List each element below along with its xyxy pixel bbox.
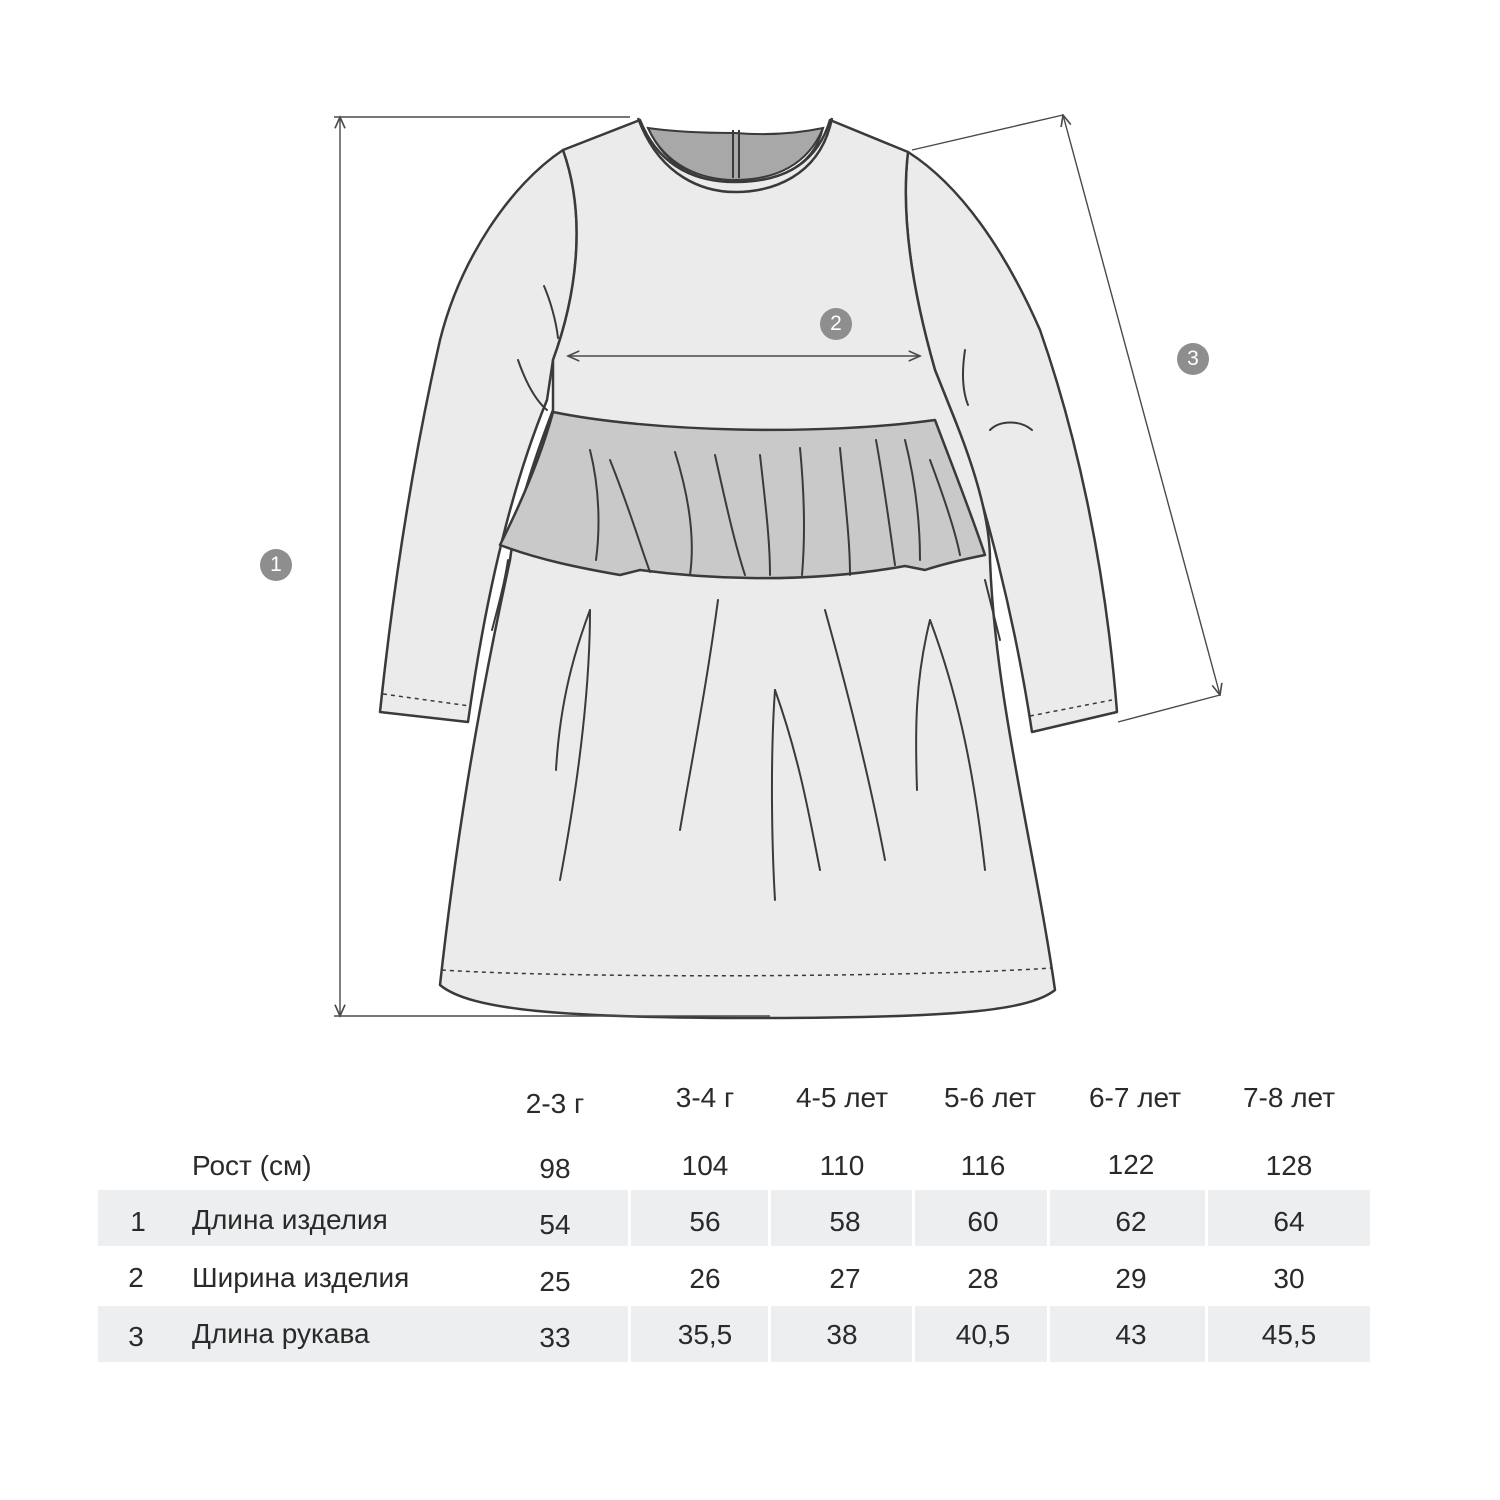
table-cell: 45,5 [1261,1319,1317,1350]
marker-2: 2 [820,308,852,340]
table-cell: 28 [967,1263,999,1294]
col-header: 6-7 лет [1088,1082,1182,1113]
col-header: 7-8 лет [1242,1082,1336,1113]
ruffle [500,412,985,578]
row-number: 3 [128,1321,144,1352]
row-label: Длина изделия [192,1204,388,1235]
table-cell: 60 [967,1206,999,1237]
height-value: 110 [819,1150,865,1181]
table-cell: 58 [829,1206,861,1237]
table-cell: 56 [689,1206,721,1237]
sleeve-ext-top [912,115,1063,150]
row-number: 2 [128,1262,144,1293]
table-cell: 38 [826,1319,858,1350]
table-cell: 30 [1273,1263,1305,1294]
marker-3: 3 [1177,343,1209,375]
table-cell: 29 [1115,1263,1147,1294]
row-label: Длина рукава [192,1318,370,1349]
height-value: 98 [539,1153,571,1184]
sleeve-ext-bottom [1118,695,1220,722]
col-header: 4-5 лет [795,1082,889,1113]
table-cell: 27 [829,1263,861,1294]
table-cell: 40,5 [955,1319,1011,1350]
col-header: 3-4 г [675,1082,735,1113]
table-cell: 62 [1115,1206,1147,1237]
table-cell: 33 [539,1322,571,1353]
table-cell: 54 [539,1209,571,1240]
table-cell: 64 [1273,1206,1305,1237]
col-header: 5-6 лет [943,1082,1037,1113]
table-cell: 35,5 [677,1319,733,1350]
height-value: 128 [1265,1150,1313,1181]
height-value: 116 [960,1150,1006,1181]
height-value: 104 [681,1150,729,1181]
row-number: 1 [130,1206,146,1237]
table-cell: 43 [1115,1319,1147,1350]
col-header: 2-3 г [525,1088,585,1119]
height-value: 122 [1107,1149,1155,1180]
height-row-label: Рост (см) [192,1150,312,1181]
table-cell: 25 [539,1266,571,1297]
row-label: Ширина изделия [192,1262,410,1293]
marker-1: 1 [260,549,292,581]
size-table [0,1060,1500,1380]
table-cell: 26 [689,1263,721,1294]
